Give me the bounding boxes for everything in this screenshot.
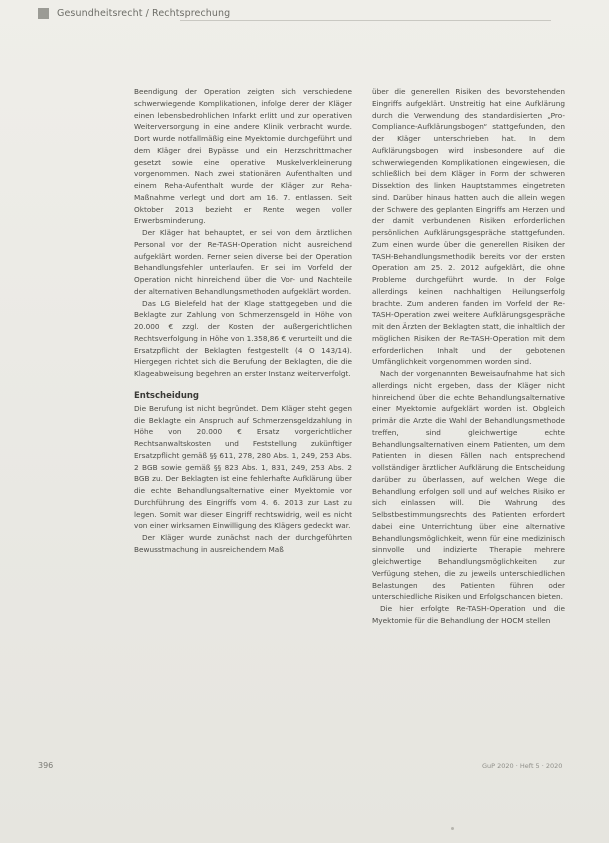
page-number: 396 bbox=[38, 761, 54, 770]
left-paragraph: Beendigung der Operation zeigten sich verschiedene schwerwiegende Komplikationen, infolge derer der Kläger einen lebensbedrohlichen Infarkt erlitt und zur operativen Weiterversorgung in eine andere Klinik verbracht wurde. Dort wurde notfallmäßig eine Myektomie durchgeführt und dem Kläger drei Bypässe und ein Herzschrittmacher gesetzt sowie eine operative Muskelverkleinerung vorgenommen. Nach zwei stationären Aufenthalten und einem Reha-Aufenthalt wurde der Kläger zur Reha-Maßnahme verlegt und dort am 16. 7. entlassen. Seit Oktober 2013 bezieht er Rente wegen voller Erwerbsminderung. bbox=[134, 87, 352, 226]
right-paragraph: über die generellen Risiken des bevorstehenden Eingriffs aufgeklärt. Unstreitig hat eine Aufklärung durch die Verwendung des standardisierten „Pro-Compliance-Aufklärungsbogen“ stattgefunden, den der Kläger unterschrieben hat. In dem Aufklärungsbogen wird insbesondere auf die schwerwiegenden Komplikationen eingewiesen, die schließlich bei dem Kläger in Form der schweren Dissektion des linken Hauptstammes eingetreten sind. Darüber hinaus hatten auch die allein wegen der Schwere des geplanten Eingriffs am Herzen und der damit verbundenen Risiken erforderlichen persönlichen Aufklärungsgespräche stattgefunden. Zum einen wurde über die generellen Risiken der TASH-Behandlungsmethodik bereits vor der ersten Operation am 25. 2. 2012 aufgeklärt, die ohne Probleme durchgeführt wurde. In der Folge allerdings keinen nachhaltigen Heilungserfolg brachte. Zum anderen fanden im Vorfeld der Re-TASH-Operation zwei weitere Aufklärungsgespräche mit den Ärzten der Beklagten statt, die inhaltlich der möglichen Risiken der Re-TASH-Operation mit dem erforderlichen Inhalt und der gebotenen Umfänglichkeit vorgenommen worden sind. bbox=[372, 87, 565, 367]
header-section-title: Gesundheitsrecht / Rechtsprechung bbox=[57, 8, 231, 19]
decision-paragraph: Die Berufung ist nicht begründet. Dem Kläger steht gegen die Beklagte ein Anspruch auf Schmerzensgeldzahlung in Höhe von 20.000 € Ersatz vorgerichtlicher Rechtsanwaltskosten und Feststellung zukünftiger Ersatzpflicht gemäß §§ 611, 278, 280 Abs. 1, 249, 253 Abs. 2 BGB sowie gemäß §§ 823 Abs. 1, 831, 249, 253 Abs. 2 BGB zu. Der Beklagten ist eine fehlerhafte Aufklärung über die echte Behandlungsalternative einer Myektomie vor Durchführung des Eingriffs vom 4. 6. 2013 zur Last zu legen. Somit war dieser Eingriff rechtswidrig, weil es nicht von einer wirksamen Einwilligung des Klägers gedeckt war. bbox=[134, 403, 352, 531]
running-header bbox=[38, 8, 230, 19]
right-paragraph: Die hier erfolgte Re-TASH-Operation und die Myektomie für die Behandlung der HOCM stellen bbox=[372, 604, 565, 625]
header-square-marker bbox=[38, 8, 49, 19]
left-column bbox=[134, 86, 352, 556]
right-column bbox=[372, 86, 565, 627]
decision-paragraph: Der Kläger wurde zunächst nach der durchgeführten Bewusstmachung in ausreichendem Maß bbox=[134, 533, 352, 554]
left-paragraph: Der Kläger hat behauptet, er sei von dem ärztlichen Personal vor der Re-TASH-Operation nicht ausreichend aufgeklärt worden. Ferner seien diverse bei der Operation Behandlungsfehler unterlaufen. Er sei im Vorfeld der Operation nicht hinreichend über die Vor- und Nachteile der alternativen Behandlungsmethoden aufgeklärt worden. bbox=[134, 228, 352, 296]
paper-speck bbox=[451, 827, 454, 830]
left-paragraph: Das LG Bielefeld hat der Klage stattgegeben und die Beklagte zur Zahlung von Schmerzensgeld in Höhe von 20.000 € zzgl. der Kosten der außergerichtlichen Rechtsverfolgung in Höhe von 1.358,86 € verurteilt und die Ersatzpflicht der Beklagten festgestellt (4 O 143/14). Hiergegen richtet sich die Berufung der Beklagten, die die Klageabweisung begehren an erster Instanz weiterverfolgt. bbox=[134, 298, 352, 378]
header-rule bbox=[180, 20, 551, 21]
right-paragraph: Nach der vorgenannten Beweisaufnahme hat sich allerdings nicht ergeben, dass der Kläger nicht hinreichend über die echte Behandlungsalternative einer Myektomie aufgeklärt worden ist. Obgleich primär die Arzte die Wahl der Behandlungsmethode treffen, sind gleichwertige echte Behandlungsalternativen einem Patienten, um dem Patienten in diesen Fällen nach entsprechend vollständiger ärztlicher Aufklärung die Entscheidung darüber zu überlassen, auf welchen Wege die Behandlung erfolgen soll und auf welches Risiko er sich einlassen will. Die Wahrung des Selbstbestimmungsrechts des Patienten erfordert dabei eine Unterrichtung über eine alternative Behandlungsmöglichkeit, wenn für eine medizinisch sinnvolle und indizierte Therapie mehrere gleichwertige Behandlungsmöglichkeiten zur Verfügung stehen, die zu jeweils unterschiedlichen Belastungen des Patienten führen oder unterschiedliche Risiken und Erfolgschancen bieten. bbox=[372, 369, 565, 602]
issue-reference: GuP 2020 · Heft 5 · 2020 bbox=[482, 762, 563, 770]
section-heading-entscheidung: Entscheidung bbox=[134, 390, 200, 401]
